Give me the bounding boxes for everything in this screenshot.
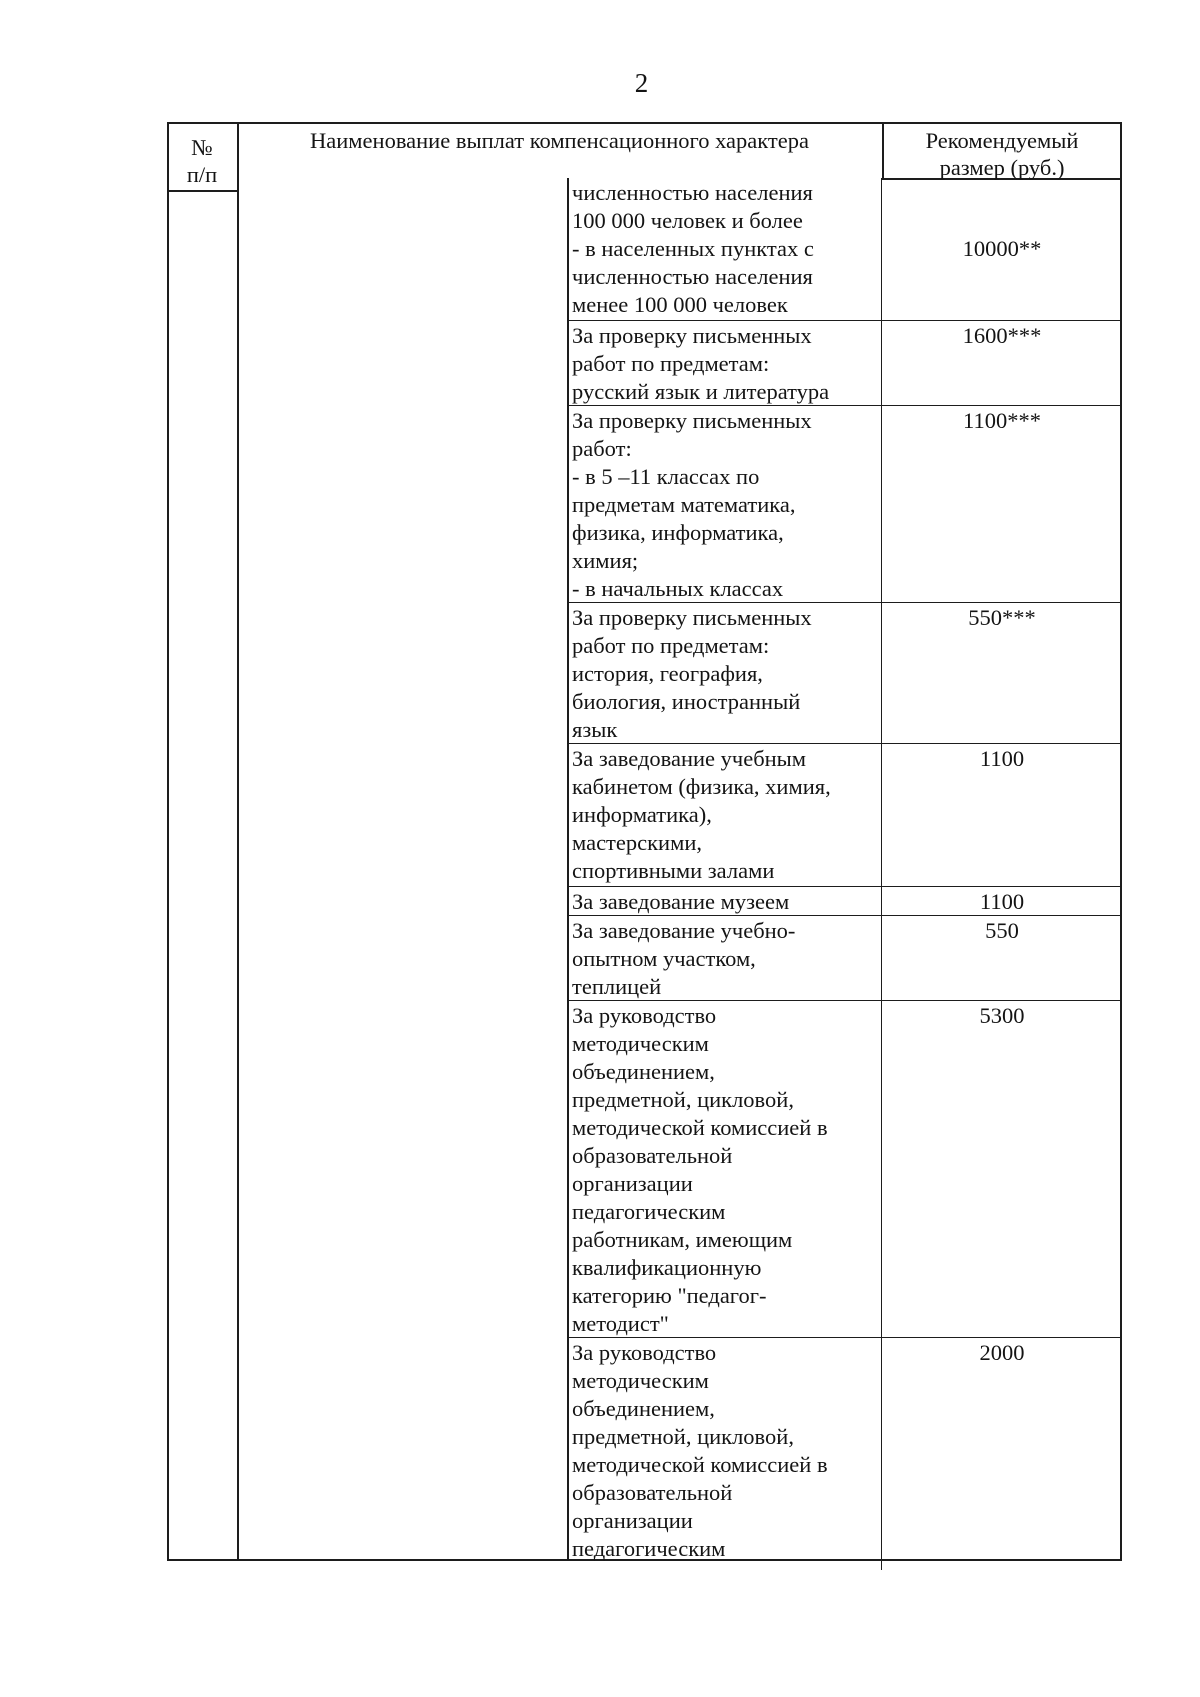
row-size: 1100 xyxy=(979,889,1025,914)
table-row xyxy=(567,321,1122,406)
header-size-label: Рекомендуемый размер (руб.) xyxy=(925,128,1079,180)
row-size: 5300 xyxy=(979,1003,1025,1028)
row-size: 550 xyxy=(985,918,1019,943)
row-name: За проверку письменных работ: - в 5 –11 классах по предметам математика, физика, информатика, химия; - в начальных классах xyxy=(567,406,882,602)
row-name: За проверку письменных работ по предметам: русский язык и литература xyxy=(567,321,882,405)
table-body xyxy=(567,178,1122,1570)
header-number xyxy=(167,122,237,188)
table-left-border xyxy=(167,122,169,1560)
row-size: 550*** xyxy=(968,605,1036,630)
row-name: За руководство методическим объединением, предметной, цикловой, методической комиссией в образовательной организации педагогическим работникам, имеющим квалификационную категорию "педагог- методист" xyxy=(567,1001,882,1337)
row-name: За заведование учебным кабинетом (физика, химия, информатика), мастерскими, спортивными залами xyxy=(567,744,882,886)
row-size: 2000 xyxy=(979,1340,1025,1365)
row-name: За заведование учебно- опытном участком, теплицей xyxy=(567,916,882,1000)
row-name: численностью населения 100 000 человек и более - в населенных пунктах с численностью населения менее 100 000 человек xyxy=(567,178,882,320)
page-number: 2 xyxy=(634,68,649,98)
row-name: За проверку письменных работ по предметам: история, география, биология, иностранный язык xyxy=(567,603,882,743)
header-size xyxy=(882,122,1122,181)
row-size: 1600*** xyxy=(962,323,1042,348)
table-row xyxy=(567,178,1122,321)
table-row xyxy=(567,603,1122,744)
number-column-divider xyxy=(237,122,239,1560)
row-name: За руководство методическим объединением, предметной, цикловой, методической комиссией в образовательной организации педагогическим xyxy=(567,1338,882,1570)
row-size xyxy=(882,178,1122,320)
table-row xyxy=(567,916,1122,1001)
header-bottom-border-left xyxy=(167,190,237,192)
table-row xyxy=(567,744,1122,887)
table-row xyxy=(567,1001,1122,1338)
table-row xyxy=(567,1338,1122,1570)
payments-table xyxy=(167,122,1122,1560)
table-row xyxy=(567,887,1122,916)
row-size: 1100 xyxy=(979,746,1025,771)
header-name xyxy=(237,122,882,154)
row-size-value: 10000** xyxy=(962,236,1042,261)
row-name: За заведование музеем xyxy=(567,887,882,915)
header-number-label: № п/п xyxy=(186,135,218,187)
row-size: 1100*** xyxy=(963,408,1041,433)
table-row xyxy=(567,406,1122,603)
header-name-label: Наименование выплат компенсационного характера xyxy=(310,128,809,153)
